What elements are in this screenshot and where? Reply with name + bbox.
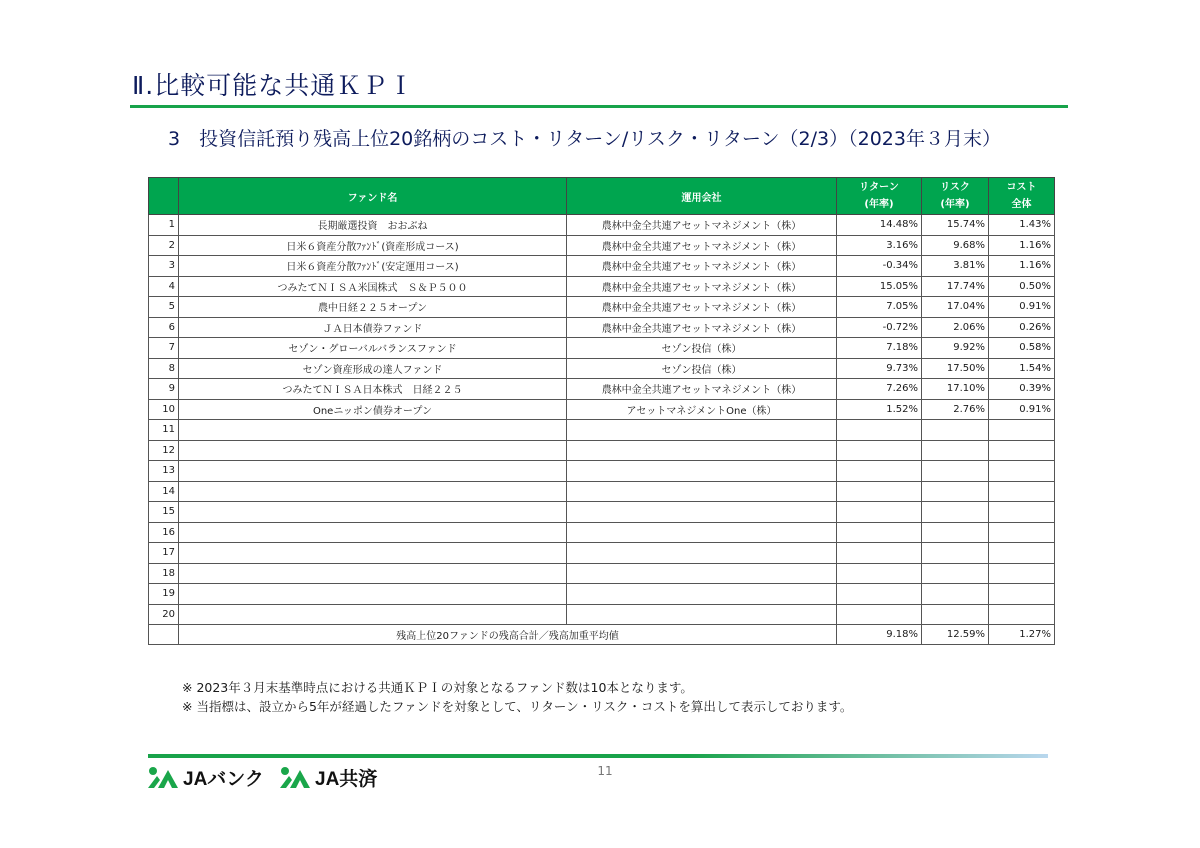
row-number: 11 [149, 420, 179, 441]
row-number: 3 [149, 256, 179, 277]
row-number: 17 [149, 543, 179, 564]
company-cell [567, 584, 837, 605]
fund-name-cell [179, 440, 567, 461]
ja-mark-icon [278, 766, 312, 790]
company-cell: セゾン投信（株） [567, 358, 837, 379]
row-number: 6 [149, 317, 179, 338]
total-cost: 1.27% [989, 625, 1055, 645]
return-cell [837, 502, 922, 523]
table-row [149, 317, 1055, 338]
cost-cell [989, 584, 1055, 605]
fund-name-cell: 長期厳選投資 おおぶね [179, 215, 567, 236]
row-number: 18 [149, 563, 179, 584]
cost-cell [989, 563, 1055, 584]
risk-cell: 17.74% [922, 276, 989, 297]
return-cell [837, 420, 922, 441]
fund-name-cell: セゾン資産形成の達人ファンド [179, 358, 567, 379]
header-risk [922, 178, 989, 215]
company-cell: 農林中金全共連アセットマネジメント（株） [567, 379, 837, 400]
header-company: 運用会社 [567, 178, 837, 215]
row-number: 7 [149, 338, 179, 359]
return-cell [837, 584, 922, 605]
fund-name-cell: つみたてＮＩＳＡ日本株式 日経２２５ [179, 379, 567, 400]
return-cell [837, 543, 922, 564]
footnote-fund-count: ※ 2023年３月末基準時点における共通ＫＰＩの対象となるファンド数は10本となります。 [182, 680, 693, 695]
risk-cell: 3.81% [922, 256, 989, 277]
cost-cell: 1.16% [989, 235, 1055, 256]
ja-kyosai-logo [278, 764, 377, 791]
cost-cell: 1.43% [989, 215, 1055, 236]
company-cell [567, 461, 837, 482]
fund-name-cell: つみたてＮＩＳＡ米国株式 Ｓ＆Ｐ５００ [179, 276, 567, 297]
fund-name-cell: 農中日経２２５オープン [179, 297, 567, 318]
return-cell: 9.73% [837, 358, 922, 379]
table-row [149, 543, 1055, 564]
fund-name-cell: Oneニッポン債券オープン [179, 399, 567, 420]
row-number: 8 [149, 358, 179, 379]
cost-cell [989, 522, 1055, 543]
table-row [149, 502, 1055, 523]
section-subtitle: 3 投資信託預り残高上位20銘柄のコスト・リターン/リスク・リターン（2/3）（2023年３月末） [168, 128, 1001, 150]
total-return: 9.18% [837, 625, 922, 645]
row-number: 2 [149, 235, 179, 256]
ja-bank-logo-text: JAバンク [183, 769, 264, 790]
risk-cell [922, 604, 989, 625]
table-row [149, 215, 1055, 236]
risk-cell [922, 481, 989, 502]
row-number: 5 [149, 297, 179, 318]
header-return-line1: リターン [859, 182, 899, 193]
return-cell: 7.26% [837, 379, 922, 400]
row-number: 4 [149, 276, 179, 297]
cost-cell [989, 461, 1055, 482]
page-number: 11 [597, 764, 613, 778]
fund-name-cell [179, 543, 567, 564]
cost-cell: 0.58% [989, 338, 1055, 359]
ja-mark-icon [146, 766, 180, 790]
cost-cell: 0.26% [989, 317, 1055, 338]
footer-divider [148, 754, 1048, 758]
company-cell: 農林中金全共連アセットマネジメント（株） [567, 215, 837, 236]
risk-cell: 15.74% [922, 215, 989, 236]
table-row [149, 297, 1055, 318]
ja-bank-logo [146, 764, 264, 791]
company-cell: セゾン投信（株） [567, 338, 837, 359]
fund-name-cell [179, 502, 567, 523]
header-return [837, 178, 922, 215]
fund-name-cell [179, 461, 567, 482]
risk-cell: 2.76% [922, 399, 989, 420]
table-header-row [149, 178, 1055, 215]
return-cell [837, 461, 922, 482]
risk-cell [922, 543, 989, 564]
company-cell: 農林中金全共連アセットマネジメント（株） [567, 317, 837, 338]
cost-cell: 1.16% [989, 256, 1055, 277]
fund-name-cell [179, 420, 567, 441]
row-number: 12 [149, 440, 179, 461]
fund-name-cell: セゾン・グローバルバランスファンド [179, 338, 567, 359]
company-cell [567, 543, 837, 564]
table-row [149, 338, 1055, 359]
company-cell [567, 481, 837, 502]
total-label: 残高上位20ファンドの残高合計／残高加重平均値 [179, 625, 837, 645]
table-row [149, 563, 1055, 584]
return-cell: 7.18% [837, 338, 922, 359]
return-cell: 7.05% [837, 297, 922, 318]
cost-cell [989, 604, 1055, 625]
row-number: 1 [149, 215, 179, 236]
cost-cell: 0.91% [989, 399, 1055, 420]
cost-cell: 1.54% [989, 358, 1055, 379]
row-number: 15 [149, 502, 179, 523]
risk-cell: 9.68% [922, 235, 989, 256]
row-number: 20 [149, 604, 179, 625]
fund-name-cell [179, 604, 567, 625]
header-cost-line1: コスト [1006, 182, 1037, 193]
risk-cell: 9.92% [922, 338, 989, 359]
row-number: 13 [149, 461, 179, 482]
fund-name-cell [179, 481, 567, 502]
risk-cell [922, 502, 989, 523]
risk-cell [922, 420, 989, 441]
company-cell: 農林中金全共連アセットマネジメント（株） [567, 256, 837, 277]
header-risk-line2: (年率) [940, 199, 970, 210]
table-row [149, 481, 1055, 502]
cost-cell: 0.91% [989, 297, 1055, 318]
row-number: 16 [149, 522, 179, 543]
fund-name-cell [179, 584, 567, 605]
page-title: Ⅱ.比較可能な共通ＫＰＩ [132, 71, 415, 100]
cost-cell: 0.39% [989, 379, 1055, 400]
table-row [149, 584, 1055, 605]
header-no [149, 178, 179, 215]
risk-cell: 2.06% [922, 317, 989, 338]
header-risk-line1: リスク [940, 182, 970, 193]
return-cell [837, 604, 922, 625]
table-row [149, 235, 1055, 256]
cost-cell [989, 420, 1055, 441]
risk-cell [922, 461, 989, 482]
cost-cell [989, 502, 1055, 523]
return-cell [837, 522, 922, 543]
table-row [149, 358, 1055, 379]
table-row [149, 420, 1055, 441]
company-cell [567, 522, 837, 543]
table-row [149, 604, 1055, 625]
cost-cell: 0.50% [989, 276, 1055, 297]
return-cell: -0.34% [837, 256, 922, 277]
fund-name-cell: 日米６資産分散ﾌｧﾝﾄﾞ(資産形成コース) [179, 235, 567, 256]
company-cell: 農林中金全共連アセットマネジメント（株） [567, 297, 837, 318]
company-cell [567, 604, 837, 625]
ja-kyosai-logo-text: JA共済 [315, 769, 378, 790]
company-cell [567, 440, 837, 461]
header-return-line2: (年率) [864, 199, 894, 210]
table-row [149, 276, 1055, 297]
row-number: 10 [149, 399, 179, 420]
footnote-methodology: ※ 当指標は、設立から5年が経過したファンドを対象として、リターン・リスク・コストを算出して表示しております。 [182, 699, 853, 714]
return-cell: 1.52% [837, 399, 922, 420]
cost-cell [989, 543, 1055, 564]
risk-cell [922, 522, 989, 543]
company-cell: 農林中金全共連アセットマネジメント（株） [567, 235, 837, 256]
company-cell: 農林中金全共連アセットマネジメント（株） [567, 276, 837, 297]
kpi-table [148, 177, 1055, 645]
cost-cell [989, 440, 1055, 461]
table-row [149, 522, 1055, 543]
table-row [149, 440, 1055, 461]
header-fund-name: ファンド名 [179, 178, 567, 215]
return-cell: 14.48% [837, 215, 922, 236]
company-cell [567, 563, 837, 584]
risk-cell [922, 563, 989, 584]
risk-cell: 17.10% [922, 379, 989, 400]
table-row [149, 461, 1055, 482]
company-cell [567, 420, 837, 441]
row-number: 14 [149, 481, 179, 502]
total-risk: 12.59% [922, 625, 989, 645]
total-row-no [149, 625, 179, 645]
company-cell: アセットマネジメントOne（株） [567, 399, 837, 420]
table-row [149, 379, 1055, 400]
risk-cell [922, 440, 989, 461]
row-number: 9 [149, 379, 179, 400]
return-cell [837, 563, 922, 584]
risk-cell [922, 584, 989, 605]
cost-cell [989, 481, 1055, 502]
return-cell: 15.05% [837, 276, 922, 297]
return-cell [837, 481, 922, 502]
footnotes [182, 678, 852, 716]
fund-name-cell: 日米６資産分散ﾌｧﾝﾄﾞ(安定運用コース) [179, 256, 567, 277]
risk-cell: 17.50% [922, 358, 989, 379]
fund-name-cell: ＪＡ日本債券ファンド [179, 317, 567, 338]
header-cost [989, 178, 1055, 215]
return-cell: -0.72% [837, 317, 922, 338]
fund-name-cell [179, 522, 567, 543]
risk-cell: 17.04% [922, 297, 989, 318]
return-cell [837, 440, 922, 461]
company-cell [567, 502, 837, 523]
title-divider [130, 105, 1068, 108]
return-cell: 3.16% [837, 235, 922, 256]
total-row [149, 625, 1055, 645]
row-number: 19 [149, 584, 179, 605]
fund-name-cell [179, 563, 567, 584]
table-row [149, 256, 1055, 277]
table-row [149, 399, 1055, 420]
header-cost-line2: 全体 [1011, 199, 1032, 210]
